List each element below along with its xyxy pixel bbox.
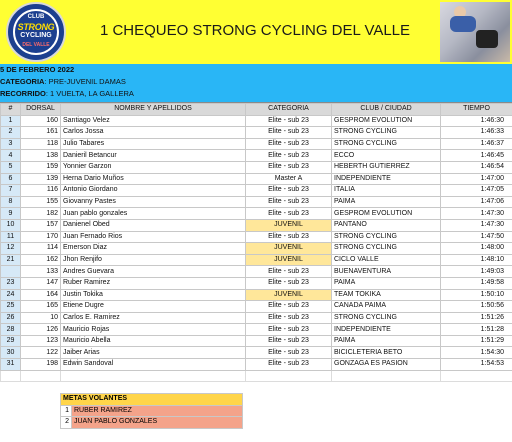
row-club: BUENAVENTURA [332, 266, 441, 278]
row-club: PAIMA [332, 196, 441, 208]
metas-position: 1 [61, 405, 72, 417]
row-time: 1:50:10 [441, 289, 512, 301]
row-position: 1 [1, 115, 21, 127]
page-title: 1 CHEQUEO STRONG CYCLING DEL VALLE [99, 22, 411, 39]
row-name: Juan Fernado Rios [61, 231, 246, 243]
table-row [1, 254, 512, 266]
row-category: Elite - sub 23 [246, 266, 332, 278]
row-club: CICLO VALLE [332, 254, 441, 266]
row-name: Julio Tabares [61, 138, 246, 150]
row-category: JUVENIL [246, 254, 332, 266]
col-header-name: NOMBRE Y APELLIDOS [61, 104, 246, 116]
table-row [1, 359, 512, 371]
empty-cell [246, 370, 332, 382]
race-date-text: 5 DE FEBRERO 2022 [0, 65, 75, 74]
row-dorsal: 157 [21, 219, 61, 231]
row-name: Justin Tokika [61, 289, 246, 301]
row-category: Elite - sub 23 [246, 208, 332, 220]
row-category: Elite - sub 23 [246, 196, 332, 208]
row-name: Santiago Velez [61, 115, 246, 127]
row-dorsal: 116 [21, 185, 61, 197]
row-name: Mauricio Abella [61, 335, 246, 347]
row-position: 11 [1, 231, 21, 243]
row-time: 1:48:00 [441, 243, 512, 255]
row-time: 1:51:28 [441, 324, 512, 336]
row-time: 1:54:53 [441, 359, 512, 371]
row-time: 1:46:37 [441, 138, 512, 150]
row-category: Elite - sub 23 [246, 277, 332, 289]
row-name: Emerson Diaz [61, 243, 246, 255]
row-name: Danienel Obed [61, 219, 246, 231]
row-dorsal: 155 [21, 196, 61, 208]
row-category: Elite - sub 23 [246, 115, 332, 127]
row-name: Etiene Dugre [61, 301, 246, 313]
route-label: RECORRIDO [0, 89, 46, 98]
row-name: Ruber Ramirez [61, 277, 246, 289]
metas-volantes-table [60, 393, 243, 429]
row-name: Andres Guevara [61, 266, 246, 278]
row-dorsal: 10 [21, 312, 61, 324]
row-club: ITALIA [332, 185, 441, 197]
row-category: Elite - sub 23 [246, 335, 332, 347]
row-club: INDEPENDIENTE [332, 324, 441, 336]
row-dorsal: 164 [21, 289, 61, 301]
row-position: 30 [1, 347, 21, 359]
row-position: 24 [1, 289, 21, 301]
row-category: Elite - sub 23 [246, 138, 332, 150]
table-row [1, 150, 512, 162]
race-category [0, 77, 126, 86]
row-time: 1:47:30 [441, 219, 512, 231]
row-time: 1:49:58 [441, 277, 512, 289]
row-dorsal: 161 [21, 127, 61, 139]
row-dorsal: 123 [21, 335, 61, 347]
table-header-row [1, 104, 512, 116]
row-position: 6 [1, 173, 21, 185]
row-club: ECCO [332, 150, 441, 162]
row-category: Elite - sub 23 [246, 231, 332, 243]
logo-text-cycling: CYCLING [20, 32, 52, 39]
row-time: 1:46:30 [441, 115, 512, 127]
row-time: 1:47:00 [441, 173, 512, 185]
row-dorsal: 133 [21, 266, 61, 278]
row-position: 8 [1, 196, 21, 208]
col-header-dorsal: DORSAL [21, 104, 61, 116]
row-category: Elite - sub 23 [246, 185, 332, 197]
row-name: Herna Dario Muños [61, 173, 246, 185]
row-club: STRONG CYCLING [332, 312, 441, 324]
row-dorsal: 138 [21, 150, 61, 162]
row-club: INDEPENDIENTE [332, 173, 441, 185]
row-dorsal: 122 [21, 347, 61, 359]
empty-cell [332, 370, 441, 382]
row-time: 1:54:30 [441, 347, 512, 359]
row-club: PAIMA [332, 335, 441, 347]
row-time: 1:47:50 [441, 231, 512, 243]
results-table [0, 103, 512, 382]
row-club: GESPROM EVOLUTION [332, 115, 441, 127]
row-name: Jhon Renjifo [61, 254, 246, 266]
row-club: TEAM TOKIKA [332, 289, 441, 301]
row-name: Mauricio Rojas [61, 324, 246, 336]
row-time: 1:48:10 [441, 254, 512, 266]
row-club: STRONG CYCLING [332, 231, 441, 243]
table-row [1, 289, 512, 301]
row-category: JUVENIL [246, 289, 332, 301]
table-row [1, 138, 512, 150]
row-category: Elite - sub 23 [246, 301, 332, 313]
table-row [1, 127, 512, 139]
row-time: 1:46:33 [441, 127, 512, 139]
row-category: Elite - sub 23 [246, 347, 332, 359]
row-club: GONZAGA ES PASION [332, 359, 441, 371]
metas-rider: JUAN PABLO GONZALES [72, 417, 243, 429]
row-dorsal: 182 [21, 208, 61, 220]
row-dorsal: 139 [21, 173, 61, 185]
row-position: 10 [1, 219, 21, 231]
metas-rider: RUBER RAMIREZ [72, 405, 243, 417]
table-row [1, 324, 512, 336]
row-club: HEBERTH GUTIERREZ [332, 161, 441, 173]
row-name: Yonnier Garzon [61, 161, 246, 173]
row-category: Elite - sub 23 [246, 127, 332, 139]
row-time: 1:51:26 [441, 312, 512, 324]
metas-position: 2 [61, 417, 72, 429]
row-time: 1:51:29 [441, 335, 512, 347]
row-dorsal: 159 [21, 161, 61, 173]
col-header-position: # [1, 104, 21, 116]
col-header-time: TIEMPO [441, 104, 512, 116]
table-row [1, 185, 512, 197]
row-category: JUVENIL [246, 219, 332, 231]
logo-text-club: CLUB [27, 14, 45, 20]
table-row [1, 208, 512, 220]
empty-cell [21, 370, 61, 382]
row-time: 1:50:56 [441, 301, 512, 313]
table-row [1, 231, 512, 243]
empty-cell [61, 370, 246, 382]
table-row [1, 161, 512, 173]
route-value: : 1 VUELTA, LA GALLERA [45, 89, 134, 98]
row-club: STRONG CYCLING [332, 243, 441, 255]
row-name: Giovanny Pastes [61, 196, 246, 208]
row-dorsal: 126 [21, 324, 61, 336]
title-banner [0, 0, 512, 64]
row-time: 1:47:05 [441, 185, 512, 197]
row-name: Carlos E. Ramirez [61, 312, 246, 324]
row-position: 28 [1, 324, 21, 336]
empty-cell [441, 370, 512, 382]
row-name: Juan pablo gonzales [61, 208, 246, 220]
empty-row [1, 370, 512, 382]
metas-header-row [61, 394, 243, 406]
row-time: 1:47:06 [441, 196, 512, 208]
empty-cell [1, 370, 21, 382]
table-row [1, 115, 512, 127]
table-row [1, 347, 512, 359]
photo-figure-shorts [476, 30, 498, 48]
race-route [0, 89, 134, 98]
category-value: : PRE-JUVENIL DAMAS [44, 77, 126, 86]
row-position: 26 [1, 312, 21, 324]
row-position: 21 [1, 254, 21, 266]
table-row [1, 243, 512, 255]
row-dorsal: 160 [21, 115, 61, 127]
row-time: 1:47:30 [441, 208, 512, 220]
row-dorsal: 165 [21, 301, 61, 313]
col-header-club: CLUB / CIUDAD [332, 104, 441, 116]
row-category: JUVENIL [246, 243, 332, 255]
row-category: Elite - sub 23 [246, 312, 332, 324]
row-club: CANADA PAIMA [332, 301, 441, 313]
row-dorsal: 114 [21, 243, 61, 255]
row-dorsal: 198 [21, 359, 61, 371]
row-position: 2 [1, 127, 21, 139]
row-position: 25 [1, 301, 21, 313]
row-dorsal: 118 [21, 138, 61, 150]
table-row [1, 335, 512, 347]
row-dorsal: 147 [21, 277, 61, 289]
row-club: PANTANO [332, 219, 441, 231]
table-row [1, 301, 512, 313]
row-club: GESPROM EVOLUTION [332, 208, 441, 220]
logo-text-strong: STRONG [17, 22, 55, 32]
row-position: 29 [1, 335, 21, 347]
row-name: Carlos Jossa [61, 127, 246, 139]
row-name: Antonio Giordano [61, 185, 246, 197]
race-date [0, 65, 74, 74]
cyclists-photo [440, 2, 510, 62]
row-position: 9 [1, 208, 21, 220]
table-row [1, 312, 512, 324]
table-row [1, 173, 512, 185]
logo-text-del-valle: DEL VALLE [22, 42, 50, 48]
row-dorsal: 170 [21, 231, 61, 243]
row-club: BICICLETERIA BETO [332, 347, 441, 359]
category-label: CATEGORIA [0, 77, 45, 86]
table-row [1, 196, 512, 208]
row-position [1, 266, 21, 278]
race-info-band [0, 64, 512, 102]
row-time: 1:46:54 [441, 161, 512, 173]
row-position: 12 [1, 243, 21, 255]
row-club: PAIMA [332, 277, 441, 289]
row-name: Danieril Betancur [61, 150, 246, 162]
metas-header: METAS VOLANTES [61, 394, 243, 406]
row-name: Edwin Sandoval [61, 359, 246, 371]
row-position: 23 [1, 277, 21, 289]
row-category: Elite - sub 23 [246, 150, 332, 162]
row-category: Elite - sub 23 [246, 161, 332, 173]
row-category: Elite - sub 23 [246, 359, 332, 371]
table-row [1, 266, 512, 278]
row-category: Elite - sub 23 [246, 324, 332, 336]
row-club: STRONG CYCLING [332, 127, 441, 139]
row-position: 7 [1, 185, 21, 197]
row-name: Jaiber Arias [61, 347, 246, 359]
row-position: 4 [1, 150, 21, 162]
table-row [1, 219, 512, 231]
row-time: 1:49:03 [441, 266, 512, 278]
metas-row [61, 417, 243, 429]
row-position: 3 [1, 138, 21, 150]
row-time: 1:46:45 [441, 150, 512, 162]
row-category: Master A [246, 173, 332, 185]
col-header-category: CATEGORIA [246, 104, 332, 116]
table-row [1, 277, 512, 289]
metas-row [61, 405, 243, 417]
row-club: STRONG CYCLING [332, 138, 441, 150]
row-dorsal: 162 [21, 254, 61, 266]
club-logo [6, 2, 66, 62]
row-position: 31 [1, 359, 21, 371]
photo-figure-jersey [450, 16, 476, 32]
row-position: 5 [1, 161, 21, 173]
